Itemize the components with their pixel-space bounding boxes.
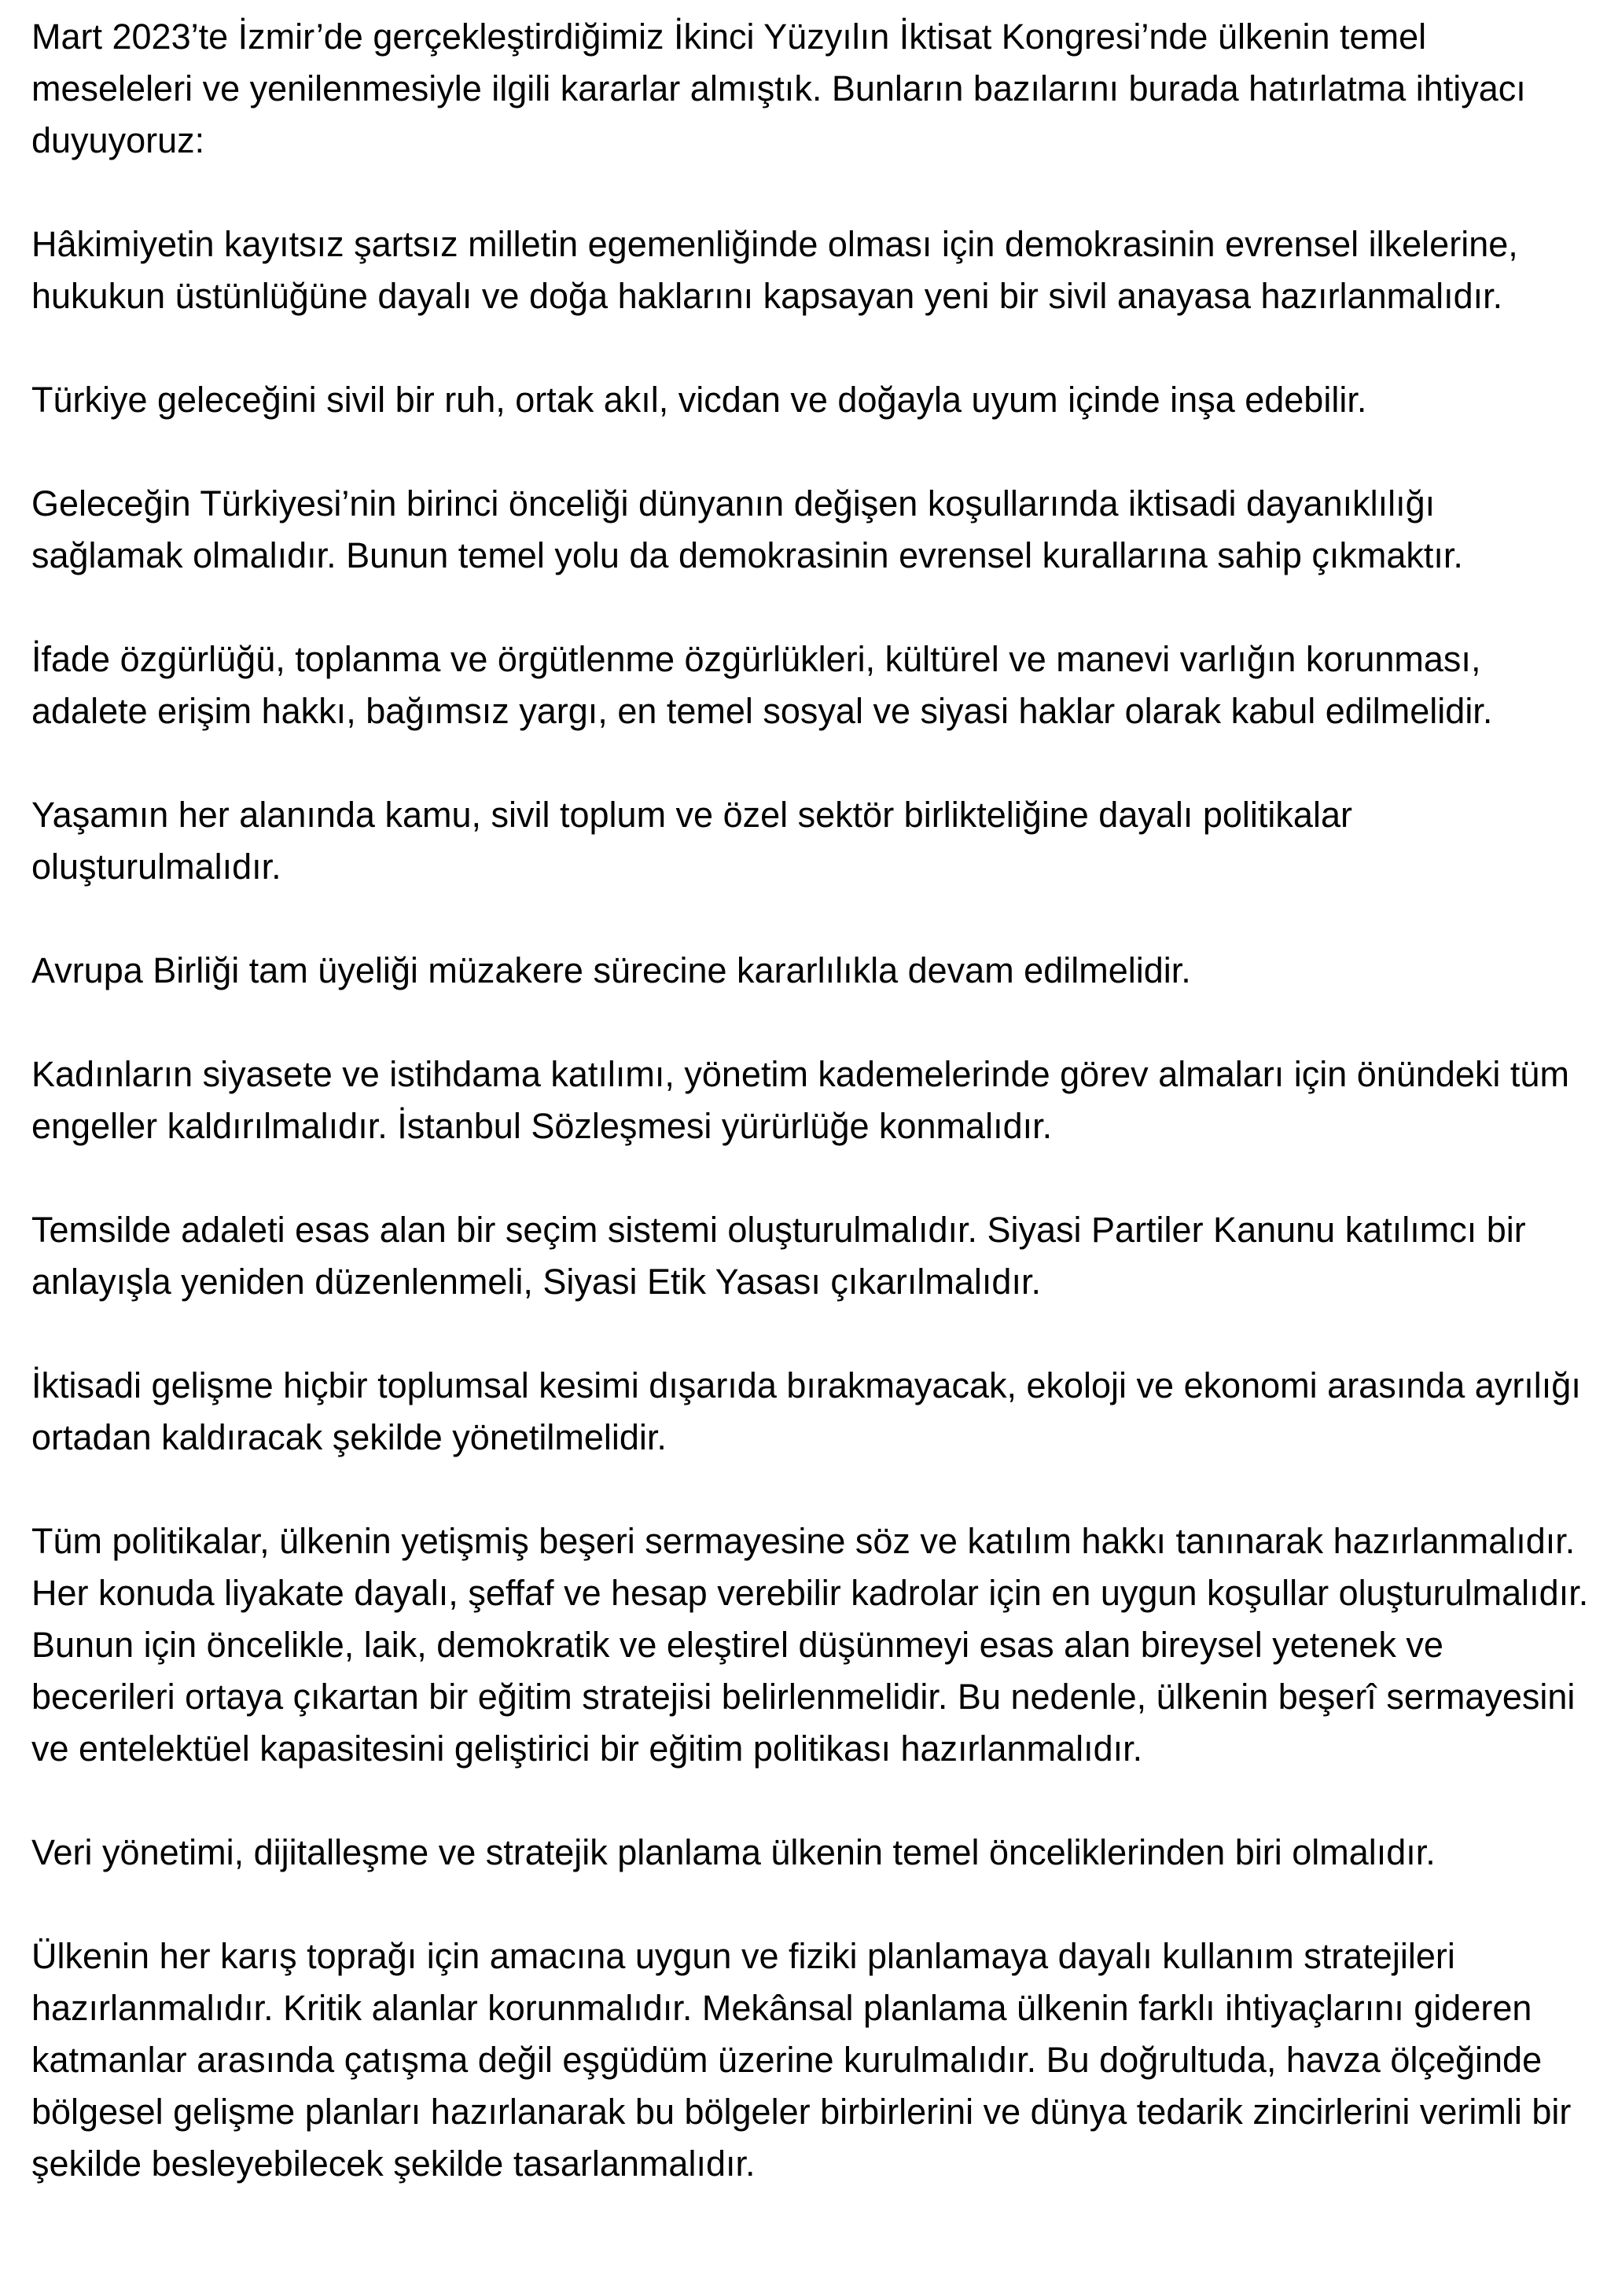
paragraph-intro: Mart 2023’te İzmir’de gerçekleştirdiğimiz İkinci Yüzyılın İktisat Kongresi’nde ülkenin temel meseleleri ve yenilenmesiyle ilgili kararlar almıştık. Bunların bazılarını burada hatırlatma ihtiyacı duyuyoruz:: [31, 17, 1526, 160]
paragraph-freedoms: İfade özgürlüğü, toplanma ve örgütlenme özgürlükleri, kültürel ve manevi varlığın korunması, adalete erişim hakkı, bağımsız yargı, en temel sosyal ve siyasi haklar olarak kabul edilmelidir.: [31, 639, 1493, 731]
paragraph-constitution: Hâkimiyetin kayıtsız şartsız milletin egemenliğinde olması için demokrasinin evrensel ilkelerine, hukukun üstünlüğüne dayalı ve doğa haklarını kapsayan yeni bir sivil anayasa hazırlanmalıdır.: [31, 224, 1518, 316]
paragraph-data-management: Veri yönetimi, dijitalleşme ve stratejik planlama ülkenin temel önceliklerinden biri olmalıdır.: [31, 1832, 1436, 1872]
paragraph-economic-development: İktisadi gelişme hiçbir toplumsal kesimi dışarıda bırakmayacak, ekoloji ve ekonomi arasında ayrılığı ortadan kaldıracak şekilde yönetilmelidir.: [31, 1365, 1581, 1457]
paragraph-election-system: Temsilde adaleti esas alan bir seçim sistemi oluşturulmalıdır. Siyasi Partiler Kanunu katılımcı bir anlayışla yeniden düzenlenmeli, Siyasi Etik Yasası çıkarılmalıdır.: [31, 1210, 1526, 1302]
paragraph-human-capital: Tüm politikalar, ülkenin yetişmiş beşeri sermayesine söz ve katılım hakkı tanınarak hazırlanmalıdır. Her konuda liyakate dayalı, şeffaf ve hesap verebilir kadrolar için en uygun koşullar oluşturulmalıdır. Bunun için öncelikle, laik, demokratik ve eleştirel düşünmeyi esas alan bireysel yetenek ve becerileri ortaya çıkartan bir eğitim stratejisi belirlenmelidir. Bu nedenle, ülkenin beşerî sermayesini ve entelektüel kapasitesini geliştirici bir eğitim politikası hazırlanmalıdır.: [31, 1521, 1589, 1769]
paragraph-spatial-planning: Ülkenin her karış toprağı için amacına uygun ve fiziki planlamaya dayalı kullanım stratejileri hazırlanmalıdır. Kritik alanlar korunmalıdır. Mekânsal planlama ülkenin farklı ihtiyaçlarını gideren katmanlar arasında çatışma değil eşgüdüm üzerine kurulmalıdır. Bu doğrultuda, havza ölçeğinde bölgesel gelişme planları hazırlanarak bu bölgeler birbirlerini ve dünya tedarik zincirlerini verimli bir şekilde besleyebilecek şekilde tasarlanmalıdır.: [31, 1936, 1572, 2184]
document-body: [31, 11, 1596, 2190]
paragraph-public-private: Yaşamın her alanında kamu, sivil toplum ve özel sektör birlikteliğine dayalı politikalar oluşturulmalıdır.: [31, 795, 1352, 887]
paragraph-eu-membership: Avrupa Birliği tam üyeliği müzakere sürecine kararlılıkla devam edilmelidir.: [31, 950, 1191, 990]
paragraph-economic-resilience: Geleceğin Türkiyesi’nin birinci önceliği dünyanın değişen koşullarında iktisadi dayanıklılığı sağlamak olmalıdır. Bunun temel yolu da demokrasinin evrensel kurallarına sahip çıkmaktır.: [31, 483, 1463, 575]
paragraph-women: Kadınların siyasete ve istihdama katılımı, yönetim kademelerinde görev almaları için önündeki tüm engeller kaldırılmalıdır. İstanbul Sözleşmesi yürürlüğe konmalıdır.: [31, 1054, 1569, 1146]
paragraph-civil-spirit: Türkiye geleceğini sivil bir ruh, ortak akıl, vicdan ve doğayla uyum içinde inşa edebilir.: [31, 380, 1367, 420]
